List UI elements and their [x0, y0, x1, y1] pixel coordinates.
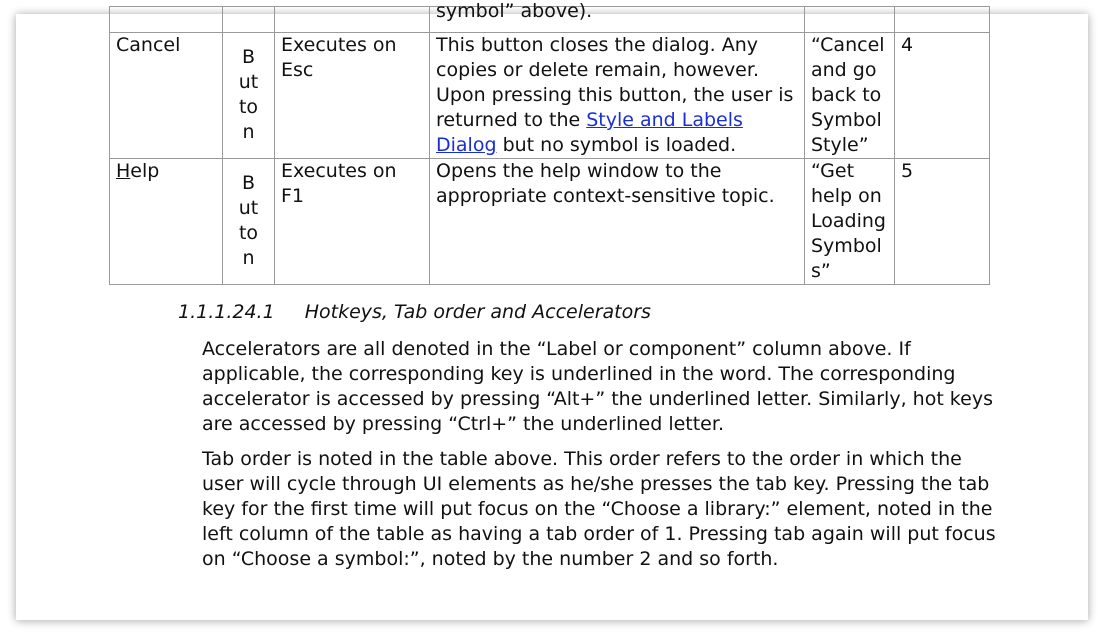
section-number: 1.1.1.24.1	[178, 301, 275, 323]
ui-spec-table	[109, 0, 990, 285]
description-cell: This button closes the dialog. Any copies or delete remain, however. Upon pressing this button, the user is returned to the Style and Labels Dialog but no symbol is loaded.	[430, 33, 805, 159]
accelerators-paragraph: Accelerators are all denoted in the “Label or component” column above. If applicable, the corresponding key is underlined in the word. The corresponding accelerator is accessed by pressing “Alt+” the underlined letter. Similarly, hot keys are accessed by pressing “Ctrl+” the underlined letter.	[202, 338, 993, 435]
document-page	[16, 0, 1088, 620]
label-cell: Help	[110, 159, 223, 285]
section-title: Hotkeys, Tab order and Accelerators	[304, 301, 651, 323]
tooltip-cell: “Cancel and go back to Symbol Style”	[805, 33, 895, 159]
section-heading	[178, 300, 651, 325]
tab-order-paragraph: Tab order is noted in the table above. This order refers to the order in which the user will cycle through UI elements as he/she presses the tab key. Pressing the tab key for the first time will put focus on the “Choose a library:” element, noted in the left column of the table as having a tab order of 1. Pressing tab again will put focus on “Choose a symbol:”, noted by the number 2 and so forth.	[202, 448, 996, 570]
accelerator-letter: H	[116, 160, 131, 182]
table-row-cut	[110, 7, 990, 33]
tooltip-cell: “Get help on Loading Symbol s”	[805, 159, 895, 285]
trigger-cell: Executes on Esc	[275, 33, 430, 159]
tab-order-cell: 4	[895, 33, 990, 159]
table-row	[110, 33, 990, 159]
description-cell: Opens the help window to the appropriate context-sensitive topic.	[430, 159, 805, 285]
type-cell: B ut to n	[223, 33, 275, 159]
label-cell	[110, 33, 223, 159]
type-cell: B ut to n	[223, 159, 275, 285]
style-and-labels-dialog-link[interactable]: Style and Labels Dialog	[436, 109, 743, 156]
tab-order-cell: 5	[895, 159, 990, 285]
cut-description-text: symbol” above).	[436, 0, 593, 22]
component-label: Cancel	[116, 34, 181, 56]
table-row	[110, 159, 990, 285]
trigger-cell: Executes on F1	[275, 159, 430, 285]
